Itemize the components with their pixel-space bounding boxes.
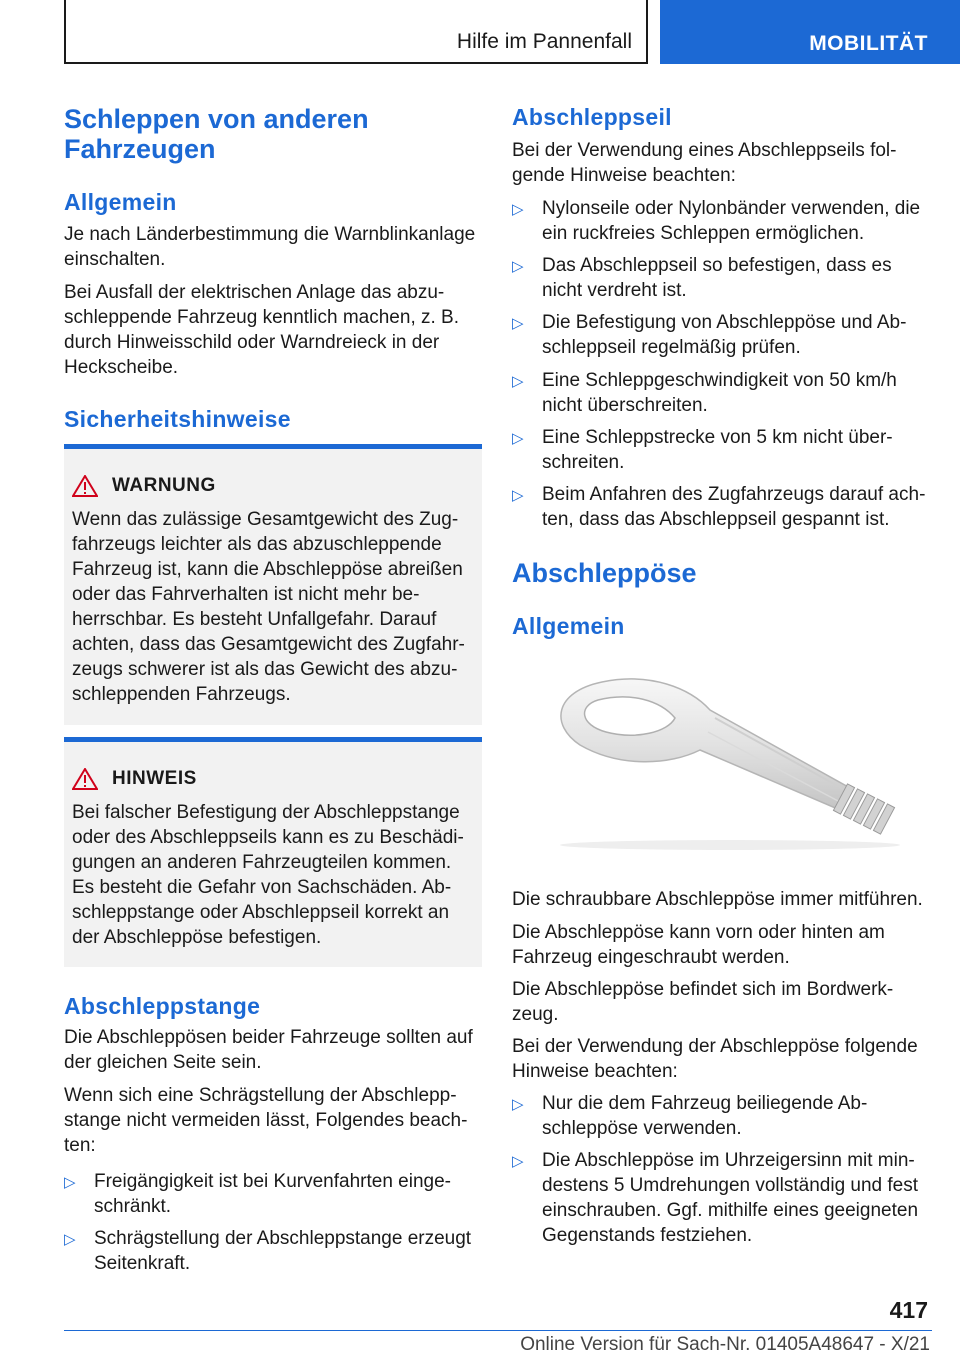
paragraph: Wenn sich eine Schrägstellung der Abschlepp-stange nicht vermeiden lässt, Folgendes beach-ten: [64, 1085, 468, 1156]
paragraph: Die Abschleppöse befindet sich im Bordwerk-zeug. [512, 979, 894, 1025]
header-section-title: Hilfe im Pannenfall [456, 30, 632, 53]
paragraph: Bei der Verwendung eines Abschleppseils fol-gende Hinweise beachten: [512, 140, 897, 186]
list-item: ▷ Das Abschleppseil so befestigen, dass es nicht verdreht ist. [512, 255, 892, 301]
bullet-triangle-icon: ▷ [512, 201, 524, 218]
tow-eye-illustration [540, 670, 920, 850]
list-item: ▷ Eine Schleppgeschwindigkeit von 50 km/h nicht überschreiten. [512, 370, 897, 416]
notice-box [64, 737, 482, 967]
warning-triangle-icon [72, 768, 98, 790]
bullet-triangle-icon: ▷ [64, 1174, 76, 1191]
warning-title: WARNUNG [112, 475, 216, 496]
bullet-triangle-icon: ▷ [512, 373, 524, 390]
header-chapter-title: MOBILITÄT [809, 32, 928, 55]
list-item: ▷ Beim Anfahren des Zugfahrzeugs darauf ach-ten, dass das Abschleppseil gespannt ist. [512, 484, 926, 530]
heading-abschleppoese: Abschleppöse [512, 558, 697, 588]
list-item: ▷ Die Abschleppöse im Uhrzeigersinn mit min-destens 5 Umdrehungen vollständig und fest einschrauben. Ggf. mithilfe eines geeigneten Gegenstands festziehen. [512, 1150, 919, 1246]
paragraph: Die Abschleppösen beider Fahrzeuge sollten auf der gleichen Seite sein. [64, 1027, 473, 1073]
paragraph: Die Abschleppöse kann vorn oder hinten am Fahrzeug eingeschraubt werden. [512, 922, 885, 968]
bullet-triangle-icon: ▷ [512, 258, 524, 275]
page-number: 417 [889, 1297, 928, 1323]
bullet-triangle-icon: ▷ [512, 487, 524, 504]
heading-abschleppseil: Abschleppseil [512, 104, 672, 130]
paragraph: Die schraubbare Abschleppöse immer mitführen. [512, 889, 923, 910]
list-item: ▷ Schrägstellung der Abschleppstange erzeugt Seitenkraft. [64, 1228, 472, 1274]
list-item: ▷ Die Befestigung von Abschleppöse und Ab-schleppseil regelmäßig prüfen. [512, 312, 907, 358]
header-section-box [64, 0, 648, 64]
list-item: ▷ Eine Schleppstrecke von 5 km nicht über-schreiten. [512, 427, 893, 473]
footer-divider [64, 1330, 932, 1331]
warning-box [64, 444, 482, 725]
list-item: ▷ Freigängigkeit ist bei Kurvenfahrten einge-schränkt. [64, 1171, 451, 1217]
paragraph: Bei der Verwendung der Abschleppöse folgende Hinweise beachten: [512, 1036, 918, 1082]
bullet-triangle-icon: ▷ [512, 430, 524, 447]
heading-allgemein-oese: Allgemein [512, 613, 625, 639]
warning-text: Wenn das zulässige Gesamtgewicht des Zug-fahrzeugs leichter als das abzuschleppende Fahrzeug ist, kann die Abschleppöse abreißen oder das Fahrverhalten ist nicht mehr be-herrschbar. Es besteht Unfallgefahr. Darauf achten, dass das Gesamtgewicht des Zugfahr-zeugs schwerer ist als das Gewicht des abzu-schleppenden Fahrzeugs. [72, 509, 465, 705]
heading-abschleppstange: Abschleppstange [64, 993, 261, 1019]
heading-allgemein: Allgemein [64, 189, 177, 215]
paragraph: Je nach Länderbestimmung die Warnblinkanlage einschalten. [64, 224, 476, 270]
bullet-triangle-icon: ▷ [512, 315, 524, 332]
page-title: Schleppen von anderen Fahrzeugen [64, 104, 369, 164]
header-chapter-box [660, 0, 960, 64]
heading-sicherheitshinweise: Sicherheitshinweise [64, 406, 291, 432]
bullet-triangle-icon: ▷ [64, 1231, 76, 1248]
bullet-triangle-icon: ▷ [512, 1096, 524, 1113]
notice-text: Bei falscher Befestigung der Abschleppstange oder des Abschleppseils kann es zu Beschädi-gungen an anderen Fahrzeugteilen kommen. Es besteht die Gefahr von Sachschäden. Ab-schleppstange oder Abschleppseil korrekt an der Abschleppöse befestigen. [72, 802, 464, 948]
notice-title: HINWEIS [112, 768, 197, 789]
list-item: ▷ Nur die dem Fahrzeug beiliegende Ab-schleppöse verwenden. [512, 1093, 868, 1139]
bullet-triangle-icon: ▷ [512, 1153, 524, 1170]
paragraph: Bei Ausfall der elektrischen Anlage das abzu-schleppende Fahrzeug kenntlich machen, z. B. durch Hinweisschild oder Warndreieck in der Heckscheibe. [64, 282, 460, 378]
warning-triangle-icon [72, 475, 98, 497]
list-item: ▷ Nylonseile oder Nylonbänder verwenden, die ein ruckfreies Schleppen ermöglichen. [512, 198, 921, 244]
footer-text: Online Version für Sach-Nr. 01405A48647 - X/21 [520, 1334, 930, 1355]
